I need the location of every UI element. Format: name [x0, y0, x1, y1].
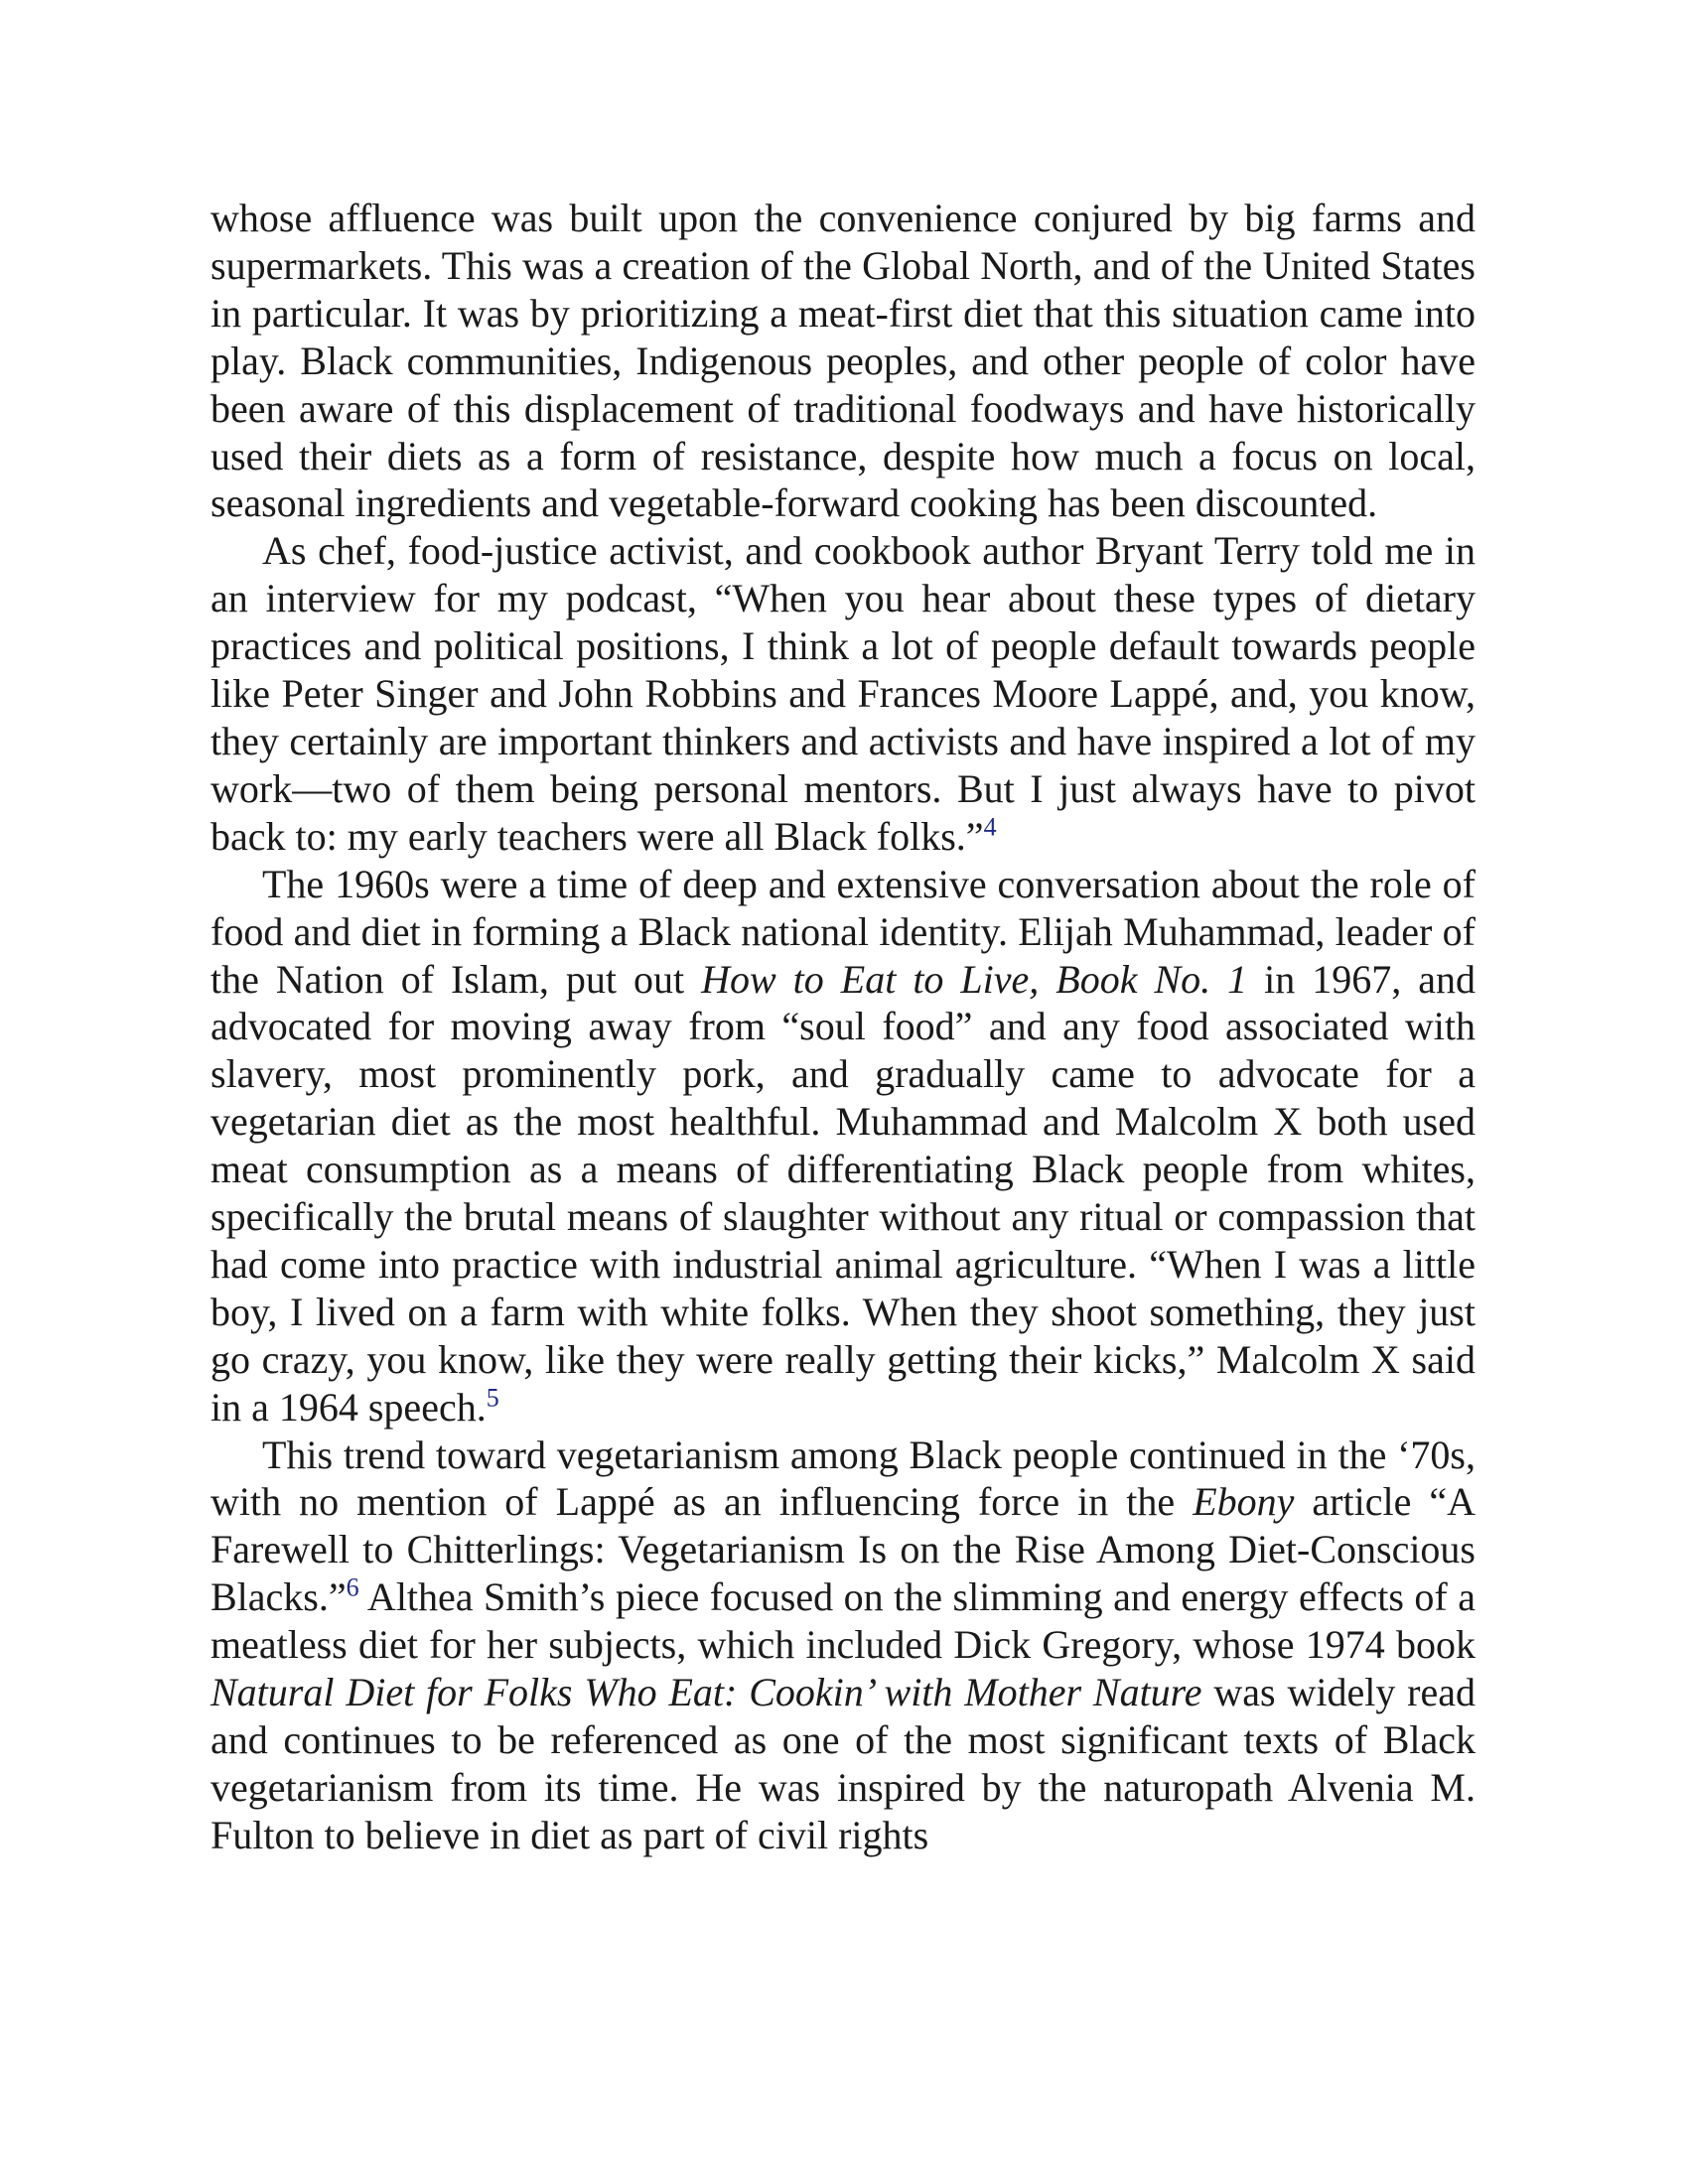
paragraph-3-text-b: in 1967, and advocated for moving away from “soul food” and any food associated with slavery, most prominently pork, and gradually came to advocate for a vegetarian diet as the most healthful. Muhammad and Malcolm X both used meat consumption as a means of differentiating Black people from whites, specifically the brutal means of slaughter without any ritual or compassion that had come into practice with industrial animal agriculture. “When I was a little boy, I lived on a farm with white folks. When they shoot something, they just go crazy, you know, like they were really getting their kicks,” Malcolm X said in a 1964 speech. — [211, 956, 1476, 1430]
footnote-marker-4[interactable]: 4 — [983, 812, 997, 842]
paragraph-4 — [211, 1432, 1476, 1859]
magazine-title-ebony: Ebony — [1193, 1479, 1295, 1525]
book-page-body — [211, 195, 1476, 1859]
paragraph-3-text-a: The 1960s were a time of deep and extensive conversation about the role of food and diet in forming a Black national identity. Elijah Muhammad, leader of the Nation of Islam, put out — [211, 861, 1476, 1002]
paragraph-4-text-d: was widely read and continues to be referenced as one of the most significant texts of Black vegetarianism from its time. He was inspired by the naturopath Alvenia M. Fulton to believe in diet as part of civil rights — [211, 1670, 1477, 1857]
footnote-marker-5[interactable]: 5 — [486, 1383, 499, 1413]
book-title-how-to-eat-to-live: How to Eat to Live, Book No. 1 — [701, 956, 1248, 1002]
book-title-natural-diet: Natural Diet for Folks Who Eat: Cookin’ with Mother Nature — [211, 1670, 1202, 1715]
paragraph-4-text-b: article “A Farewell to Chitterlings: Vegetarianism Is on the Rise Among Diet-Conscious Blacks.” — [211, 1479, 1476, 1620]
paragraph-2-text: As chef, food-justice activist, and cookbook author Bryant Terry told me in an interview for my podcast, “When you hear about these types of dietary practices and political positions, I think a lot of people default towards people like Peter Singer and John Robbins and Frances Moore Lappé, and, you know, they certainly are important thinkers and activists and have inspired a lot of my work—two of them being personal mentors. But I just always have to pivot back to: my early teachers were all Black folks.” — [211, 528, 1476, 859]
paragraph-2 — [211, 527, 1476, 860]
paragraph-3 — [211, 861, 1476, 1432]
paragraph-1 — [211, 195, 1476, 527]
paragraph-1-text: whose affluence was built upon the convenience conjured by big farms and supermarkets. This was a creation of the Global North, and of the United States in particular. It was by prioritizing a meat-first diet that this situation came into play. Black communities, Indigenous peoples, and other people of color have been aware of this displacement of traditional foodways and have historically used their diets as a form of resistance, despite how much a focus on local, seasonal ingredients and vegetable-forward cooking has been discounted. — [211, 196, 1476, 526]
footnote-marker-6[interactable]: 6 — [346, 1572, 359, 1602]
paragraph-4-text-c: Althea Smith’s piece focused on the slimming and energy effects of a meatless diet for her subjects, which included Dick Gregory, whose 1974 book — [211, 1574, 1476, 1668]
paragraph-4-text-a: This trend toward vegetarianism among Black people continued in the ‘70s, with no mention of Lappé as an influencing force in the — [211, 1432, 1476, 1525]
